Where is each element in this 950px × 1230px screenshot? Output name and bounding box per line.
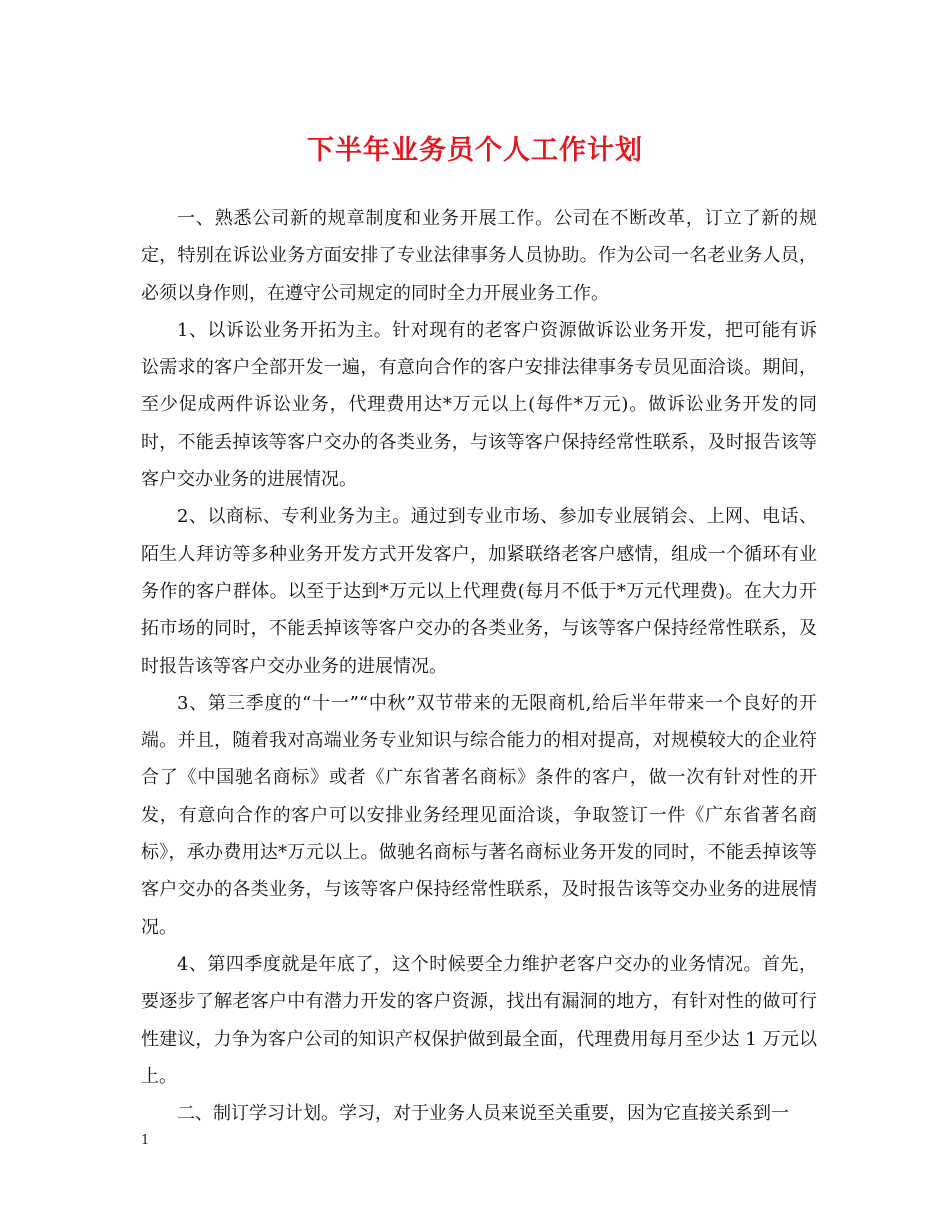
paragraph-item-2: 2、以商标、专利业务为主。通过到专业市场、参加专业展销会、上网、电话、陌生人拜访等多种业务开发方式开发客户，加紧联络老客户感情，组成一个循环有业务作的客户群体。以至于达到*万元以上代理费(每月不低于*万元代理费)。在大力开拓市场的同时，不能丢掉该等客户交办的各类业务，与该等客户保持经常性联系，及时报告该等客户交办业务的进展情况。 (141, 506, 817, 677)
paragraph-item-1: 1、以诉讼业务开拓为主。针对现有的老客户资源做诉讼业务开发，把可能有诉讼需求的客户全部开发一遍，有意向合作的客户安排法律事务专员见面洽谈。期间，至少促成两件诉讼业务，代理费用达*万元以上(每件*万元)。做诉讼业务开发的同时，不能丢掉该等客户交办的各类业务，与该等客户保持经常性联系，及时报告该等客户交办业务的进展情况。 (141, 319, 817, 491)
paragraph-section-two: 二、制订学习计划。学习，对于业务人员来说至关重要，因为它直接关系到一 (177, 1103, 789, 1125)
page-number: 1 (141, 1133, 150, 1148)
paragraph-item-3: 3、第三季度的“十一”“中秋”双节带来的无限商机,给后半年带来一个良好的开端。并且，随着我对高端业务专业知识与综合能力的相对提高，对规模较大的企业符合了《中国驰名商标》或者《广东省著名商标》条件的客户，做一次有针对性的开发，有意向合作的客户可以安排业务经理见面洽谈，争取签订一件《广东省著名商标》，承办费用达*万元以上。做驰名商标与著名商标业务开发的同时，不能丢掉该等客户交办的各类业务，与该等客户保持经常性联系，及时报告该等交办业务的进展情况。 (141, 692, 817, 938)
document-title: 下半年业务员个人工作计划 (307, 135, 643, 166)
paragraph-item-4: 4、第四季度就是年底了，这个时候要全力维护老客户交办的业务情况。首先，要逐步了解老客户中有潜力开发的客户资源，找出有漏洞的地方，有针对性的做可行性建议，力争为客户公司的知识产权保护做到最全面，代理费用每月至少达 1 万元以上。 (141, 953, 817, 1087)
paragraph-section-one: 一、熟悉公司新的规章制度和业务开展工作。公司在不断改革，订立了新的规定，特别在诉讼业务方面安排了专业法律事务人员协助。作为公司一名老业务人员，必须以身作则，在遵守公司规定的同时全力开展业务工作。 (141, 208, 817, 304)
document-body (141, 200, 817, 1132)
